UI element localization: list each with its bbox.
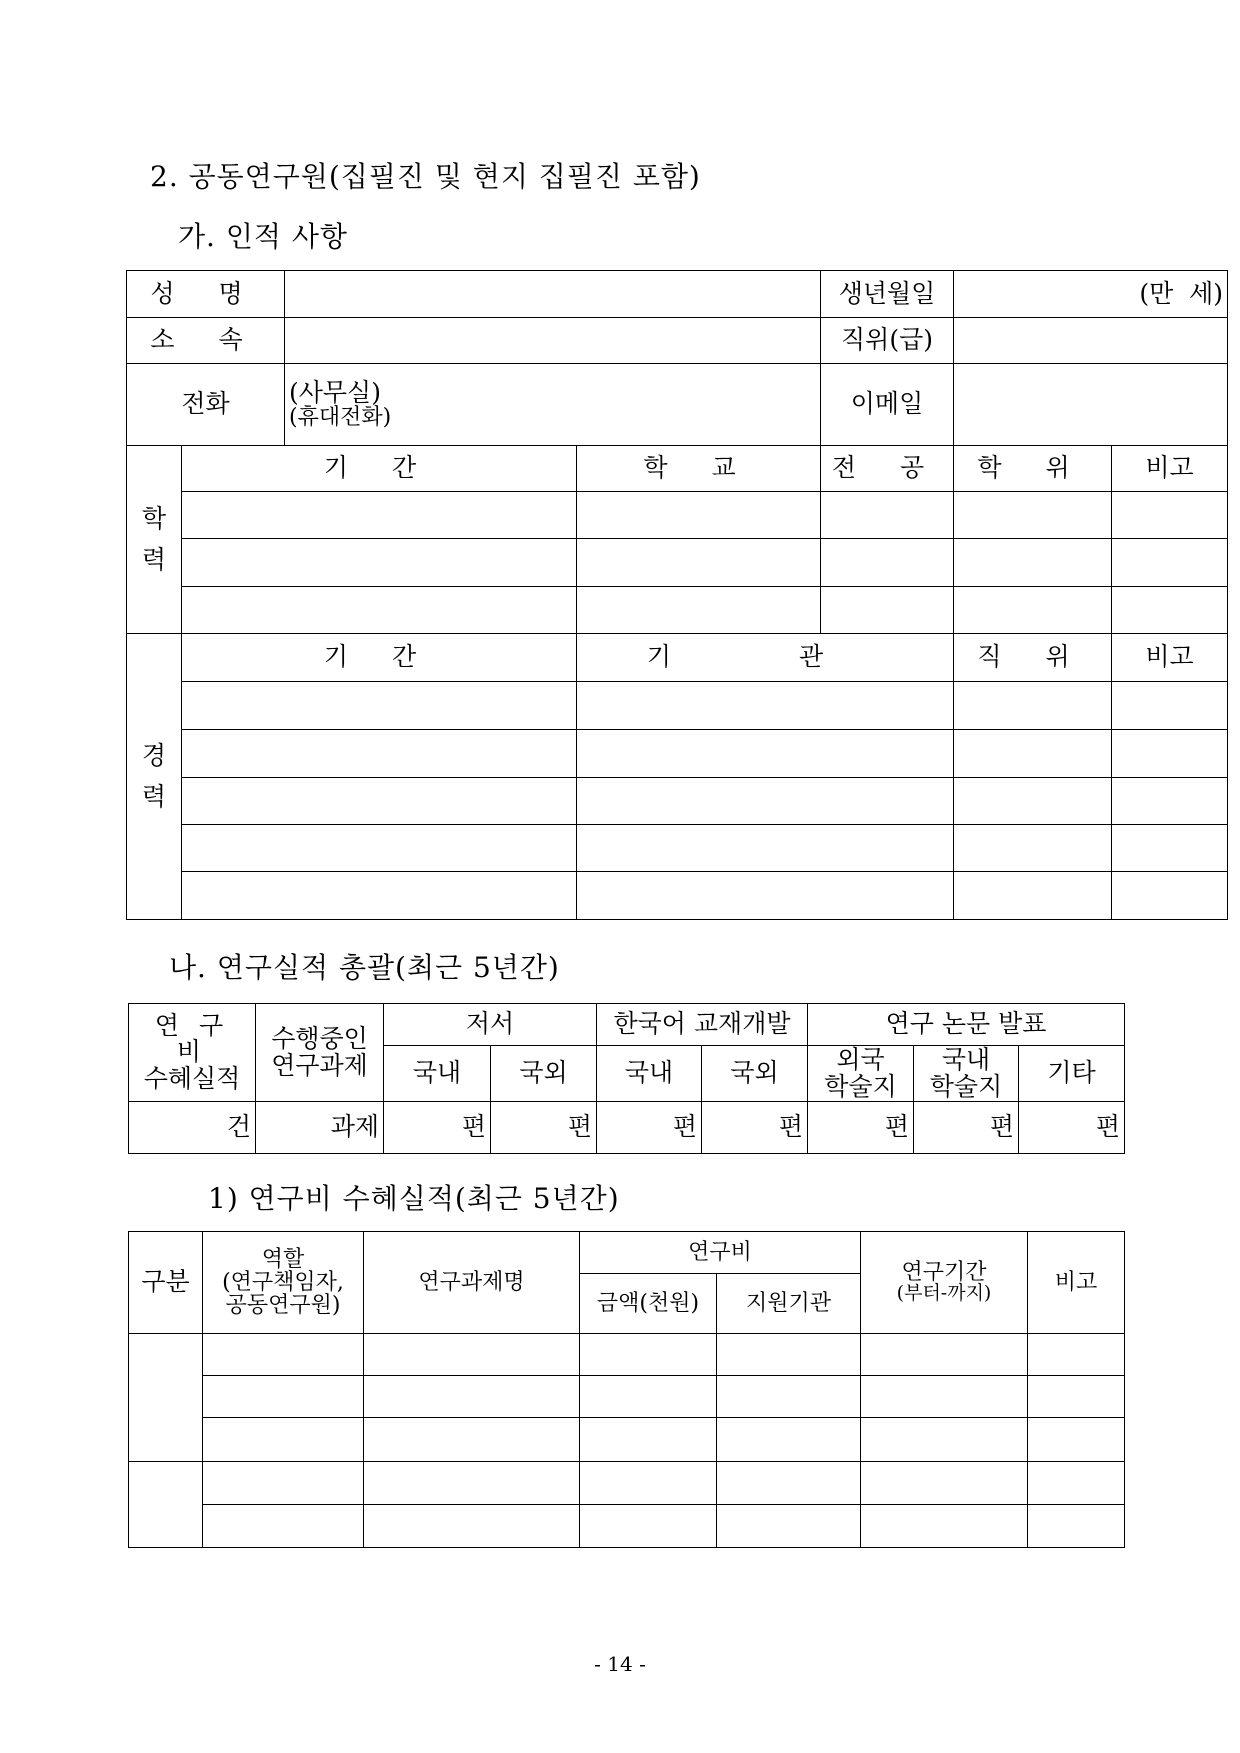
affiliation-label: 소 속: [127, 318, 285, 364]
cell[interactable]: [861, 1334, 1028, 1376]
domestic-journal: [914, 1046, 1019, 1102]
career-header-position: 직 위: [954, 634, 1112, 682]
cell[interactable]: [577, 778, 954, 825]
position-field[interactable]: [954, 318, 1228, 364]
textbook-header: 한국어 교재개발: [597, 1004, 808, 1046]
header-line: 연 구 비: [154, 1011, 230, 1067]
cell[interactable]: [861, 1505, 1028, 1548]
affiliation-field[interactable]: [285, 318, 821, 364]
cell[interactable]: [182, 825, 577, 872]
cell[interactable]: [203, 1462, 364, 1505]
edu-header-major: 전 공: [821, 446, 954, 492]
cell[interactable]: [821, 587, 954, 634]
subsection-heading-funding: 1) 연구비 수혜실적(최근 5년간): [208, 1182, 620, 1215]
header-line: 국내: [941, 1045, 991, 1075]
cell[interactable]: [954, 539, 1112, 587]
header-line: (연구책임자,: [222, 1269, 344, 1295]
note-header: 비고: [1028, 1232, 1125, 1334]
cell[interactable]: [861, 1418, 1028, 1462]
table-row: [129, 1334, 1125, 1376]
table-row: [127, 872, 1228, 920]
email-label: 이메일: [821, 364, 954, 446]
cell[interactable]: [1112, 730, 1228, 778]
phone-label: 전화: [127, 364, 285, 446]
subsection-heading-personal: 가. 인적 사항: [178, 220, 348, 253]
books-domestic: 국내: [384, 1046, 491, 1102]
cell[interactable]: [1112, 682, 1228, 730]
books-foreign: 국외: [491, 1046, 597, 1102]
cell[interactable]: [717, 1334, 861, 1376]
funding-record-header: [129, 1004, 256, 1102]
cell[interactable]: [364, 1376, 580, 1418]
cell[interactable]: [1028, 1462, 1125, 1505]
table-row: [129, 1505, 1125, 1548]
cell[interactable]: [577, 492, 821, 539]
header-line: 수행중인: [271, 1024, 368, 1054]
books-header: 저서: [384, 1004, 597, 1046]
cell[interactable]: [954, 825, 1112, 872]
cell[interactable]: [717, 1376, 861, 1418]
edu-header-period: 기 간: [182, 446, 577, 492]
career-header-org: 기 관: [577, 634, 954, 682]
table-row: [127, 587, 1228, 634]
table-row: [129, 1462, 1125, 1505]
period-header: [861, 1232, 1028, 1334]
cell[interactable]: [182, 730, 577, 778]
foreign-journal: [808, 1046, 914, 1102]
cell[interactable]: [1112, 539, 1228, 587]
cell[interactable]: [364, 1418, 580, 1462]
age-hint: (만 세): [1139, 278, 1224, 308]
cell[interactable]: [577, 730, 954, 778]
other-papers: 기타: [1019, 1046, 1125, 1102]
cell[interactable]: [717, 1418, 861, 1462]
cell[interactable]: [954, 872, 1112, 920]
cell[interactable]: [954, 492, 1112, 539]
cell[interactable]: [203, 1334, 364, 1376]
career-label: [127, 634, 182, 920]
cell[interactable]: [364, 1334, 580, 1376]
cell[interactable]: [580, 1462, 717, 1505]
cell[interactable]: [182, 492, 577, 539]
funding-count-field[interactable]: 건: [129, 1102, 256, 1154]
cell[interactable]: [1028, 1376, 1125, 1418]
count-field[interactable]: 편: [491, 1102, 597, 1154]
career-label-2: 력: [141, 781, 167, 811]
count-field[interactable]: 편: [1019, 1102, 1125, 1154]
papers-header: 연구 논문 발표: [808, 1004, 1125, 1046]
cell[interactable]: [182, 872, 577, 920]
cell[interactable]: [954, 778, 1112, 825]
cell[interactable]: [182, 682, 577, 730]
cell[interactable]: [577, 872, 954, 920]
cell[interactable]: [861, 1462, 1028, 1505]
cell[interactable]: [1028, 1505, 1125, 1548]
cell[interactable]: [717, 1462, 861, 1505]
cell[interactable]: [364, 1505, 580, 1548]
textbook-domestic: 국내: [597, 1046, 702, 1102]
cell[interactable]: [954, 682, 1112, 730]
cell[interactable]: [203, 1418, 364, 1462]
header-line: 학술지: [929, 1071, 1003, 1101]
cell[interactable]: [577, 539, 821, 587]
count-field[interactable]: 편: [808, 1102, 914, 1154]
email-field[interactable]: [954, 364, 1228, 446]
table-row: [127, 730, 1228, 778]
cell[interactable]: [580, 1376, 717, 1418]
project-header: 연구과제명: [364, 1232, 580, 1334]
category-header: 구분: [129, 1232, 203, 1334]
cell[interactable]: [364, 1462, 580, 1505]
career-header-period: 기 간: [182, 634, 577, 682]
header-line: 학술지: [824, 1071, 897, 1101]
header-line: 연구기간: [901, 1259, 987, 1285]
count-field[interactable]: 편: [597, 1102, 702, 1154]
cell[interactable]: [821, 492, 954, 539]
count-field[interactable]: 편: [384, 1102, 491, 1154]
cell[interactable]: [1112, 778, 1228, 825]
cell[interactable]: [1112, 587, 1228, 634]
education-label-1: 학: [141, 504, 167, 534]
cell[interactable]: [182, 539, 577, 587]
career-label-1: 경: [141, 741, 167, 771]
count-field[interactable]: 편: [914, 1102, 1019, 1154]
position-label: 직위(급): [821, 318, 954, 364]
mobile-phone-hint: (휴대전화): [289, 405, 392, 431]
cell[interactable]: [577, 587, 821, 634]
section-heading: 2. 공동연구원(집필진 및 현지 집필진 포함): [150, 160, 701, 193]
table-row: [127, 492, 1228, 539]
table-row: [127, 825, 1228, 872]
cell[interactable]: [203, 1376, 364, 1418]
header-line: 수혜실적: [143, 1063, 241, 1093]
cell[interactable]: [861, 1376, 1028, 1418]
table-row: [129, 1376, 1125, 1418]
cell[interactable]: [580, 1418, 717, 1462]
edu-header-degree: 학 위: [954, 446, 1112, 492]
page-number: - 14 -: [594, 1652, 646, 1676]
personal-info-table: [126, 270, 1228, 920]
table-row: [129, 1418, 1125, 1462]
office-phone-hint: (사무실): [289, 377, 381, 407]
birth-field[interactable]: [954, 271, 1228, 318]
cell[interactable]: [577, 682, 954, 730]
table-row: [127, 682, 1228, 730]
category-cell[interactable]: [129, 1334, 203, 1462]
cell[interactable]: [577, 825, 954, 872]
header-line: 외국: [836, 1045, 885, 1075]
cell[interactable]: [1112, 492, 1228, 539]
fund-header: 연구비: [580, 1232, 861, 1274]
amount-header: 금액(천원): [580, 1274, 717, 1334]
table-row: [127, 778, 1228, 825]
cell[interactable]: [580, 1505, 717, 1548]
name-label: 성 명: [127, 271, 285, 318]
cell[interactable]: [954, 730, 1112, 778]
cell[interactable]: [580, 1334, 717, 1376]
category-cell[interactable]: [129, 1462, 203, 1548]
education-label: [127, 446, 182, 634]
career-header-note: 비고: [1112, 634, 1228, 682]
birth-label: 생년월일: [821, 271, 954, 318]
header-line: 역할: [261, 1246, 305, 1272]
cell[interactable]: [1112, 825, 1228, 872]
name-field[interactable]: [285, 271, 821, 318]
header-line: 연구과제: [271, 1050, 368, 1080]
cell[interactable]: [182, 587, 577, 634]
edu-header-note: 비고: [1112, 446, 1228, 492]
cell[interactable]: [1028, 1334, 1125, 1376]
cell[interactable]: [182, 778, 577, 825]
textbook-foreign: 국외: [702, 1046, 808, 1102]
cell[interactable]: [821, 539, 954, 587]
table-row: [127, 539, 1228, 587]
cell[interactable]: [954, 587, 1112, 634]
count-field[interactable]: 편: [702, 1102, 808, 1154]
ongoing-projects-header: [256, 1004, 384, 1102]
cell[interactable]: [1028, 1418, 1125, 1462]
agency-header: 지원기관: [717, 1274, 861, 1334]
header-line: 공동연구원): [225, 1293, 341, 1319]
funding-record-table: [128, 1231, 1125, 1548]
phone-field[interactable]: [285, 364, 821, 446]
research-summary-table: [128, 1003, 1125, 1154]
header-line: (부터-까지): [896, 1282, 992, 1305]
role-header: [203, 1232, 364, 1334]
cell[interactable]: [717, 1505, 861, 1548]
subsection-heading-summary: 나. 연구실적 총괄(최근 5년간): [169, 951, 560, 984]
project-count-field[interactable]: 과제: [256, 1102, 384, 1154]
education-label-2: 력: [141, 544, 167, 574]
cell[interactable]: [1112, 872, 1228, 920]
edu-header-school: 학 교: [577, 446, 821, 492]
cell[interactable]: [203, 1505, 364, 1548]
